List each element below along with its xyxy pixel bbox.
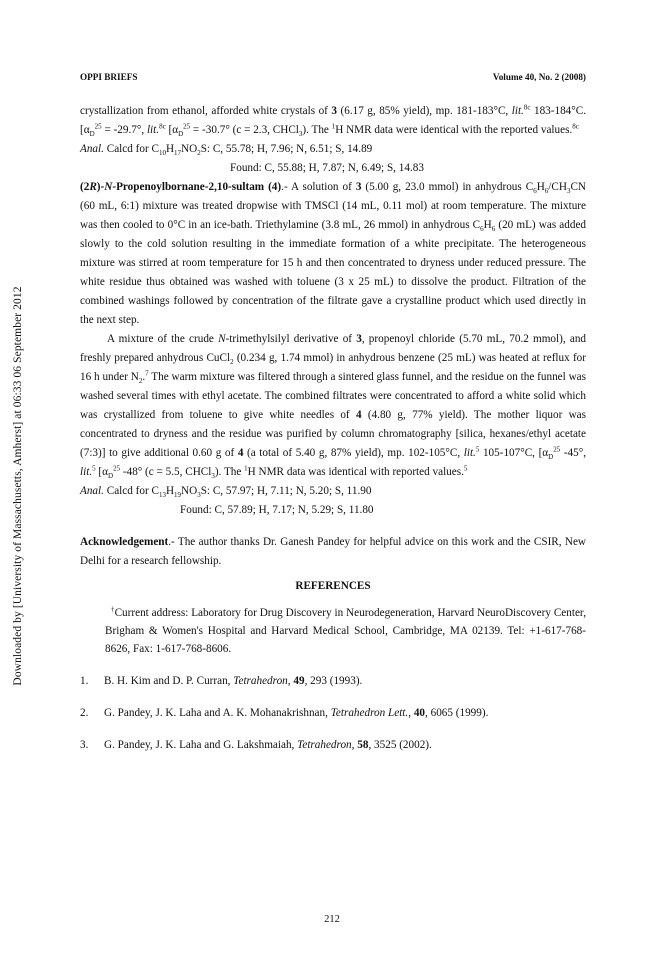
- paragraph-crystallization: crystallization from ethanol, afforded white crystals of 3 (6.17 g, 85% yield), mp. 181-183°C, lit.$^{8c}$ 183-184°C. [$\alpha_D^{25} = -29.7^\circ$, lit.$^{8c}$ [$\alpha_D^{25} = -30.7^\circ$ (c = 2.3, CHCl$_3$). The $^1$H NMR data were identical with the reported values.$^{8c}$: [80, 103, 586, 139]
- acknowledgement: Acknowledgement.- The author thanks Dr. Ganesh Pandey for helpful advice on this work and the CSIR, New Delhi for a research fellowship.: [80, 536, 586, 567]
- download-watermark-text: Downloaded by [University of Massachusetts, Amherst] at 06:33 06 September 2012: [12, 286, 24, 686]
- reference-item: 2. G. Pandey, J. K. Laha and A. K. Mohanakrishnan, Tetrahedron Lett., 40, 6065 (1999).: [80, 707, 489, 719]
- download-watermark: [6, 0, 30, 972]
- journal-section: OPPI BRIEFS: [80, 72, 138, 82]
- paragraph-sultam-synthesis: (2R)-N-Propenoylbornane-2,10-sultam (4).- A solution of 3 (5.00 g, 23.0 mmol) in anhydrous $C_6H_6/CH_3CN$ (60 mL, 6:1) mixture was treated dropwise with TMSCl (14 mL, 0.11 mol) at room temperature. The mixture was then cooled to 0°C in an ice-bath. Triethylamine (3.8 mL, 26 mmol) in anhydrous $C_6H_6$ (20 mL) was added slowly to the cold solution resulting in the immediate formation of a white precipitate. The heterogeneous mixture was stirred at room temperature for 15 h and then concentrated to dryness under reduced pressure. The white residue thus obtained was washed with toluene (3 x 25 mL) to dissolve the product. Filtration of the combined washings followed by concentration of the filtrate gave a crystalline product which used directly in the next step.: [80, 181, 586, 326]
- paragraph-acylation: A mixture of the crude N-trimethylsilyl derivative of 3, propenoyl chloride (5.70 mL, 70.2 mmol), and freshly prepared anhydrous CuCl$_2$ (0.234 g, 1.74 mmol) in anhydrous benzene (25 mL) was heated at reflux for 16 h under $N_2.^7$ The warm mixture was filtered through a sintered glass funnel, and the residue on the funnel was washed several times with ethyl acetate. The combined filtrates were concentrated to afford a white solid which was crystallized from toluene to give white needles of 4 (4.80 g, 77% yield). The mother liquor was concentrated to dryness and the residue was purified by column chromatography [silica, hexanes/ethyl acetate (7:3)] to give additional 0.60 g of 4 (a total of 5.40 g, 87% yield), mp. 102-105°C, lit.$^5$ 105-107°C, [$\alpha_D^{25}$ -45°, lit.$^5$ [$\alpha_D^{25}$ -48° (c = 5.5, CHCl$_3$). The $^1$H NMR data was identical with reported values.$^5$: [80, 333, 587, 481]
- compound-title: (2R)-N-Propenoylbornane-2,10-sultam (4): [80, 181, 282, 193]
- analysis-found-3: Found: C, 55.88; H, 7.87; N, 6.49; S, 14.83: [230, 162, 424, 174]
- reference-list: [80, 672, 586, 755]
- article-body: [80, 102, 586, 768]
- analysis-calcd-3: Anal. Calcd for $C_{10}H_{17}NO_2S$: C, 55.78; H, 7.96; N, 6.51; S, 14.89: [80, 143, 373, 158]
- reference-item: 3. G. Pandey, J. K. Laha and G. Lakshmaiah, Tetrahedron, 58, 3525 (2002).: [80, 739, 432, 751]
- analysis-found-4: Found: C, 57.89; H, 7.17; N, 5.29; S, 11.80: [180, 504, 374, 516]
- analysis-calcd-4: Anal. Calcd for $C_{13}H_{19}NO_3S$: C, 57.97; H, 7.11; N, 5.20; S, 11.90: [80, 485, 372, 500]
- reference-item: 1. B. H. Kim and D. P. Curran, Tetrahedron, 49, 293 (1993).: [80, 675, 363, 687]
- current-address-note: †Current address: Laboratory for Drug Discovery in Neurodegeneration, Harvard NeuroDiscovery Center, Brigham & Women's Hospital and Harvard Medical School, Cambridge, MA 02139. Tel: +1-617-768-8626, Fax: 1-617-768-8606.: [105, 605, 586, 655]
- page-number: 212: [324, 914, 340, 925]
- references-heading: REFERENCES: [295, 580, 371, 592]
- running-header: [80, 72, 586, 86]
- volume-info: Volume 40, No. 2 (2008): [492, 72, 586, 82]
